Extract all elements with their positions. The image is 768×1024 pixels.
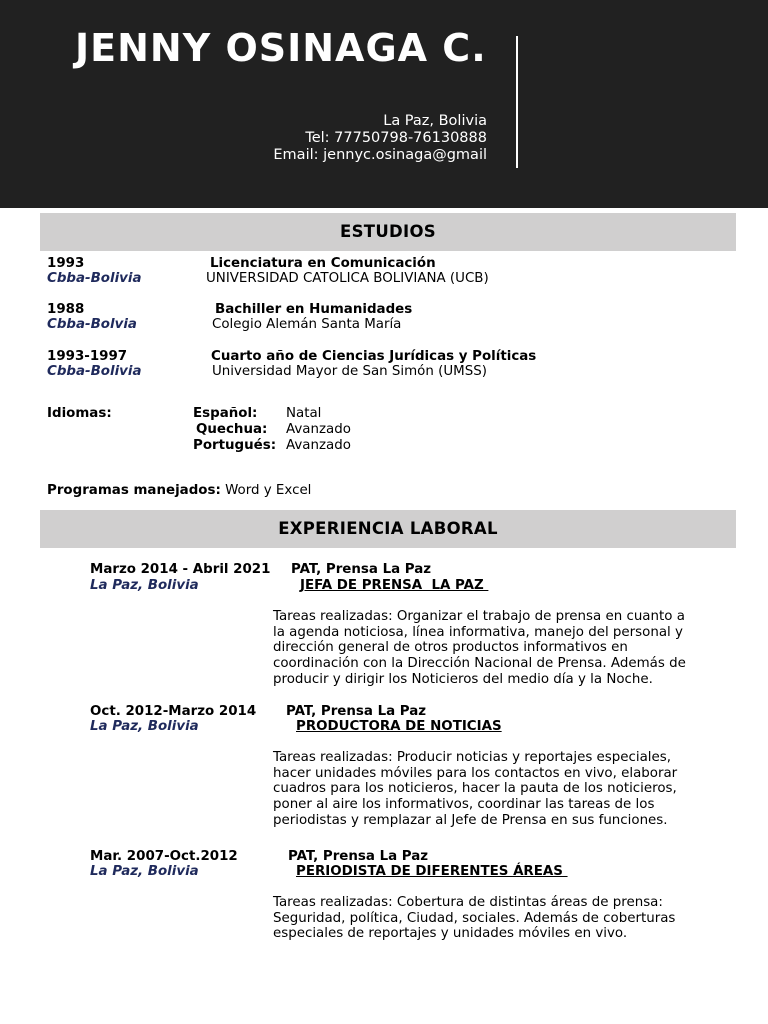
programs-value: Word y Excel [225,483,312,498]
job-description [273,750,723,829]
description-line: hacer unidades móviles para los contactos en vivo, elaborar [273,765,678,781]
job-position: PRODUCTORA DE NOTICIAS [296,719,502,734]
contact-info [187,113,487,164]
candidate-name: JENNY OSINAGA C. [75,26,487,70]
description-line: producir y dirigir los Noticieros del medio día y la Noche. [273,671,653,687]
description-line: dirección general de otros productos informativos en [273,640,628,656]
header-divider [516,36,518,168]
job-period: Marzo 2014 - Abril 2021 [90,562,271,577]
job-location: La Paz, Bolivia [90,719,199,734]
study-degree: Licenciatura en Comunicación [210,256,436,271]
programs-label: Programas manejados: [47,483,221,498]
description-line: periodistas y remplazar al Jefe de Prensa en sus funciones. [273,812,668,828]
study-institution: Universidad Mayor de San Simón (UMSS) [212,364,487,379]
study-location: Cbba-Bolivia [47,271,142,286]
section-title-studies: ESTUDIOS [40,213,736,251]
resume-header [0,0,768,208]
description-line: coordinación con la Dirección Nacional de Prensa. Además de [273,656,686,672]
job-description [273,895,723,942]
job-location: La Paz, Bolivia [90,578,199,593]
language-name: Quechua: [196,422,268,437]
programs-row [47,483,311,499]
job-description [273,609,723,688]
job-employer: PAT, Prensa La Paz [288,849,429,864]
job-period: Mar. 2007-Oct.2012 [90,849,238,864]
job-employer: PAT, Prensa La Paz [286,704,427,719]
description-line: Seguridad, política, Ciudad, sociales. Además de coberturas [273,910,676,926]
description-line: cuadros para los noticieros, hacer la pauta de los noticieros, [273,781,677,797]
description-line: Tareas realizadas: Organizar el trabajo de prensa en cuanto a [273,609,685,624]
study-year: 1993-1997 [47,349,128,364]
job-employer: PAT, Prensa La Paz [291,562,432,577]
description-line: Tareas realizadas: Cobertura de distintas áreas de prensa: [273,895,663,910]
job-location: La Paz, Bolivia [90,864,199,879]
study-year: 1988 [47,302,85,317]
study-location: Cbba-Bolvia [47,317,137,332]
study-year: 1993 [47,256,85,271]
contact-location: La Paz, Bolivia [383,113,487,129]
study-location: Cbba-Bolivia [47,364,142,379]
language-level: Natal [286,406,322,421]
language-level: Avanzado [286,438,351,453]
language-name: Español: [193,406,258,421]
study-institution: Colegio Alemán Santa María [212,317,402,332]
study-degree: Cuarto año de Ciencias Jurídicas y Políticas [211,349,537,364]
description-line: la agenda noticiosa, línea informativa, manejo del personal y [273,624,683,640]
study-degree: Bachiller en Humanidades [215,302,413,317]
job-period: Oct. 2012-Marzo 2014 [90,704,257,719]
languages-label: Idiomas: [47,406,112,421]
language-level: Avanzado [286,422,351,437]
contact-email: Email: jennyc.osinaga@gmail [273,147,487,163]
job-position: PERIODISTA DE DIFERENTES ÁREAS [296,864,568,879]
section-title-experience: EXPERIENCIA LABORAL [40,510,736,548]
job-position: JEFA DE PRENSA LA PAZ [300,578,489,593]
description-line: Tareas realizadas: Producir noticias y reportajes especiales, [273,750,671,765]
description-line: especiales de reportajes y unidades móviles en vivo. [273,926,628,942]
language-name: Portugués: [193,438,277,453]
study-institution: UNIVERSIDAD CATOLICA BOLIVIANA (UCB) [206,271,489,286]
description-line: poner al aire los informativos, coordinar las tareas de los [273,797,655,813]
contact-phone: Tel: 77750798-76130888 [305,130,487,146]
